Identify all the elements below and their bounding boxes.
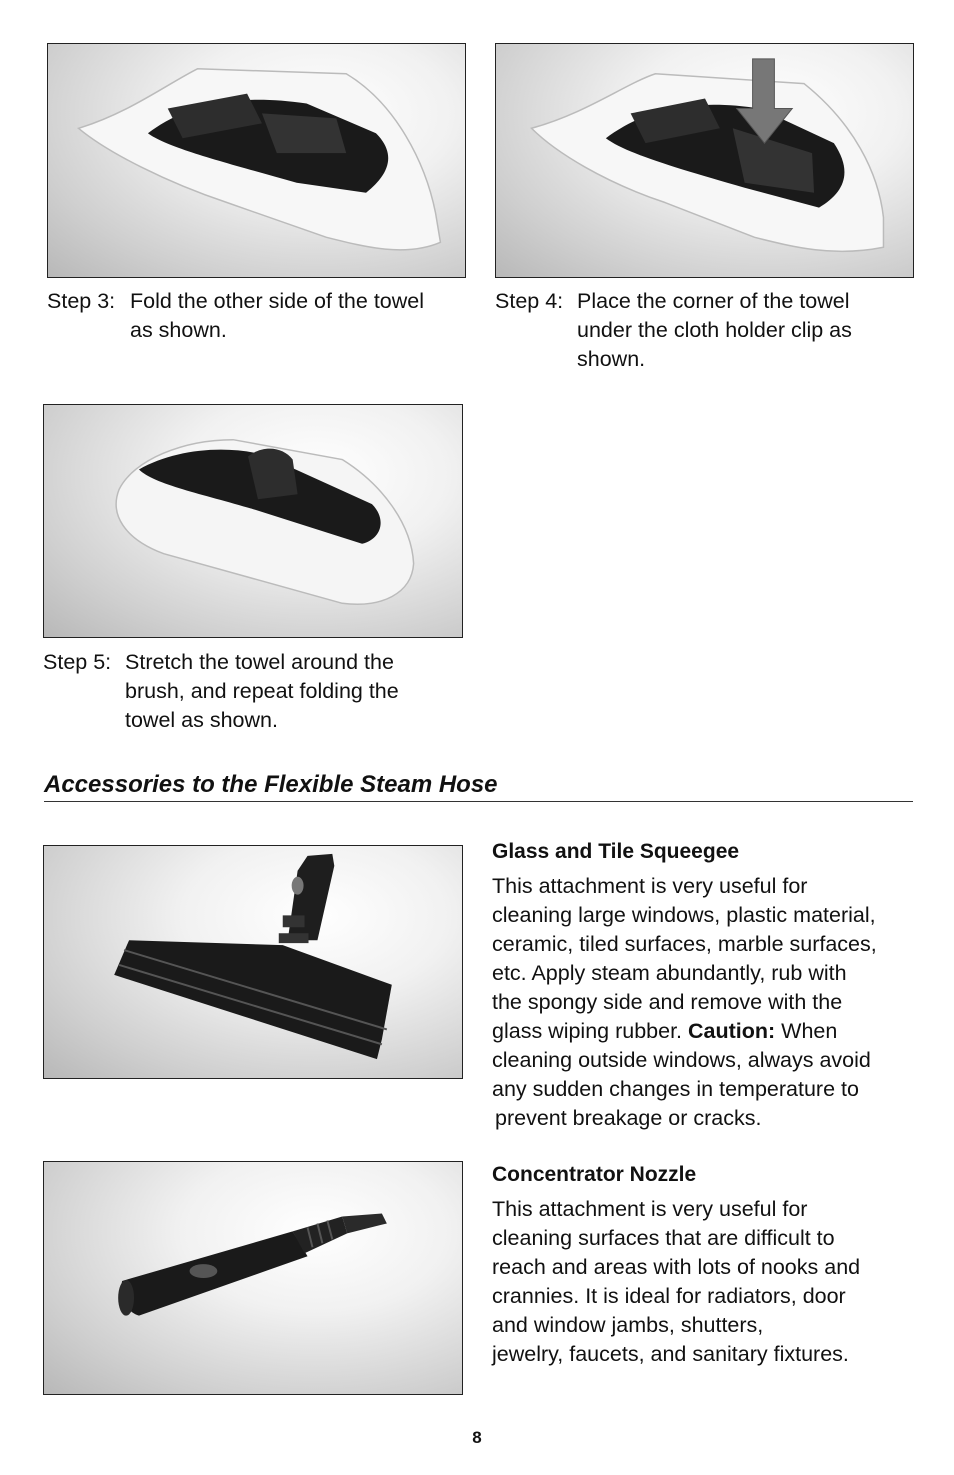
towel-fold-step-4-illustration bbox=[496, 44, 913, 277]
squeegee-line-6-before: glass wiping rubber. bbox=[492, 1019, 688, 1043]
squeegee-description bbox=[492, 872, 922, 1133]
page-number: 8 bbox=[472, 1428, 482, 1447]
step-3-line-1: Fold the other side of the towel bbox=[130, 289, 425, 313]
step-4-caption bbox=[495, 287, 925, 377]
concentrator-nozzle-illustration bbox=[44, 1162, 462, 1394]
step-3-photo bbox=[47, 43, 466, 278]
towel-fold-step-3-illustration bbox=[48, 44, 465, 277]
nozzle-photo bbox=[43, 1161, 463, 1395]
towel-fold-step-5-illustration bbox=[44, 405, 462, 637]
squeegee-line-1: This attachment is very useful for bbox=[492, 874, 808, 898]
step-5-photo bbox=[43, 404, 463, 638]
nozzle-description bbox=[492, 1195, 922, 1369]
squeegee-line-9: prevent breakage or cracks. bbox=[495, 1106, 762, 1130]
nozzle-line-5: and window jambs, shutters, bbox=[492, 1313, 764, 1337]
squeegee-line-6-after: When bbox=[775, 1019, 838, 1043]
squeegee-line-7: cleaning outside windows, always avoid bbox=[492, 1048, 871, 1072]
step-5-line-3: towel as shown. bbox=[125, 708, 278, 732]
caution-label: Caution: bbox=[688, 1019, 776, 1043]
nozzle-line-1: This attachment is very useful for bbox=[492, 1197, 808, 1221]
nozzle-line-4: crannies. It is ideal for radiators, door bbox=[492, 1284, 846, 1308]
squeegee-line-5: the spongy side and remove with the bbox=[492, 990, 843, 1014]
step-4-line-3: shown. bbox=[577, 347, 646, 371]
step-5-caption bbox=[43, 648, 473, 738]
nozzle-line-2: cleaning surfaces that are difficult to bbox=[492, 1226, 835, 1250]
step-5-line-1: Stretch the towel around the bbox=[125, 650, 394, 674]
squeegee-hole-icon bbox=[292, 877, 304, 895]
nozzle-hole-icon bbox=[190, 1264, 218, 1278]
step-4-label: Step 4: bbox=[495, 289, 564, 313]
squeegee-line-3: ceramic, tiled surfaces, marble surfaces, bbox=[492, 932, 877, 956]
squeegee-line-2: cleaning large windows, plastic material, bbox=[492, 903, 876, 927]
squeegee-line-8: any sudden changes in temperature to bbox=[492, 1077, 859, 1101]
step-4-line-2: under the cloth holder clip as bbox=[577, 318, 852, 342]
nozzle-line-3: reach and areas with lots of nooks and bbox=[492, 1255, 861, 1279]
step-5-line-2: brush, and repeat folding the bbox=[125, 679, 399, 703]
squeegee-illustration bbox=[44, 846, 462, 1078]
step-5-label: Step 5: bbox=[43, 650, 112, 674]
squeegee-line-6 bbox=[492, 1017, 922, 1046]
step-3-line-2: as shown. bbox=[130, 318, 227, 342]
step-4-line-1: Place the corner of the towel bbox=[577, 289, 850, 313]
squeegee-title: Glass and Tile Squeegee bbox=[492, 840, 740, 863]
step-3-label: Step 3: bbox=[47, 289, 116, 313]
nozzle-line-6: jewelry, faucets, and sanitary fixtures. bbox=[492, 1342, 849, 1366]
step-4-photo bbox=[495, 43, 914, 278]
squeegee-line-4: etc. Apply steam abundantly, rub with bbox=[492, 961, 847, 985]
squeegee-photo bbox=[43, 845, 463, 1079]
nozzle-title: Concentrator Nozzle bbox=[492, 1163, 697, 1186]
section-title: Accessories to the Flexible Steam Hose bbox=[44, 768, 913, 802]
step-3-caption bbox=[47, 287, 477, 347]
